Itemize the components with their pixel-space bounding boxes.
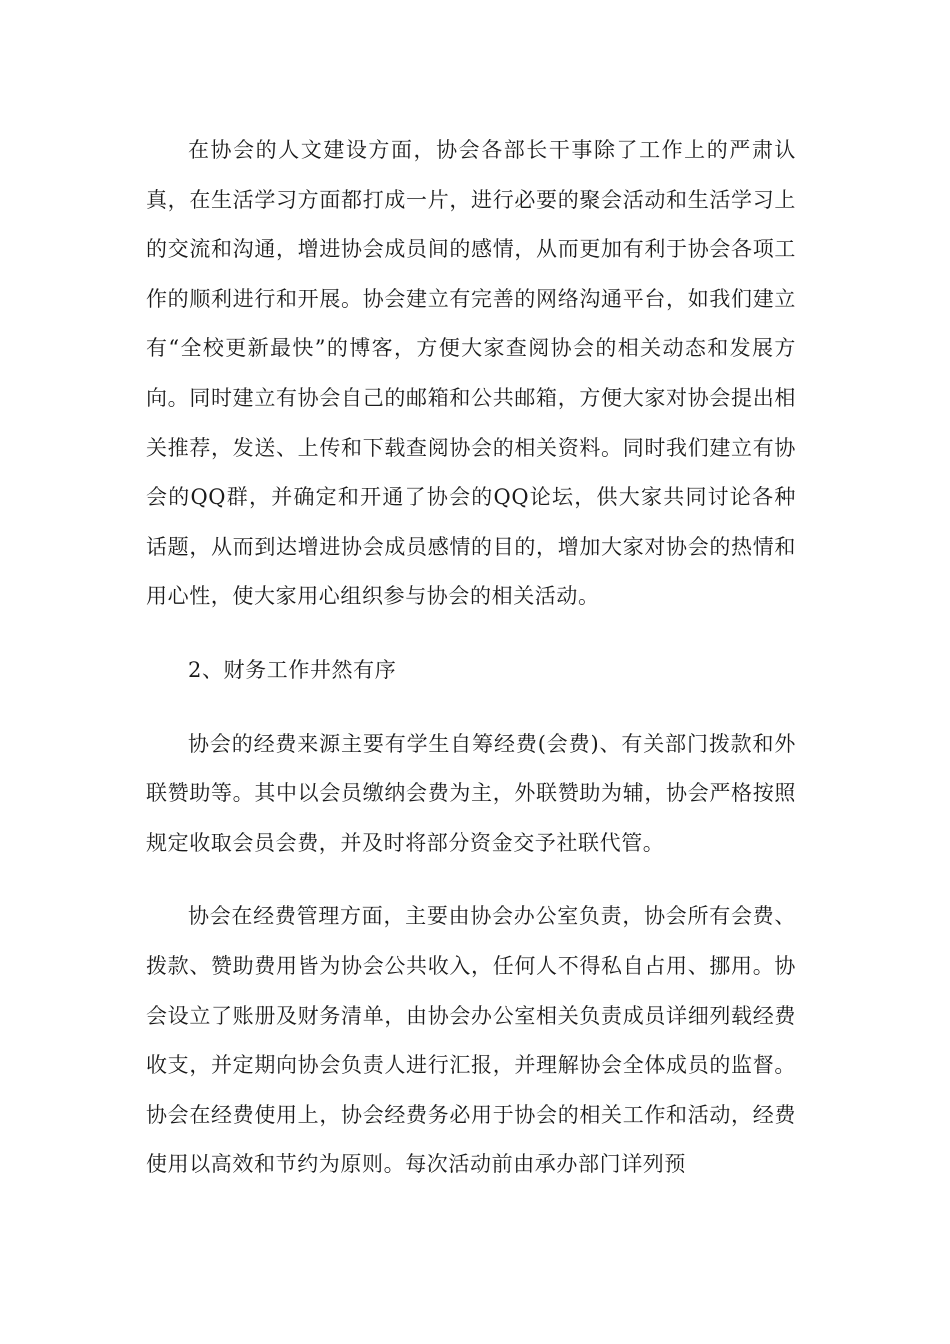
document-body	[146, 126, 796, 1190]
section-heading-finance: 2、财务工作井然有序	[188, 657, 397, 682]
paragraph-funding-sources: 协会的经费来源主要有学生自筹经费(会费)、有关部门拨款和外联赞助等。其中以会员缴纳会费为主，外联赞助为辅，协会严格按照规定收取会员会费，并及时将部分资金交予社联代管。	[146, 731, 796, 855]
paragraph-gap	[146, 696, 796, 720]
paragraph-gap	[146, 622, 796, 646]
paragraph-gap	[146, 868, 796, 892]
paragraph-culture: 在协会的人文建设方面，协会各部长干事除了工作上的严肃认真，在生活学习方面都打成一片，进行必要的聚会活动和生活学习上的交流和沟通，增进协会成员间的感情，从而更加有利于协会各项工作的顺利进行和开展。协会建立有完善的网络沟通平台，如我们建立有“全校更新最快”的博客，方便大家查阅协会的相关动态和发展方向。同时建立有协会自己的邮箱和公共邮箱，方便大家对协会提出相关推荐，发送、上传和下载查阅协会的相关资料。同时我们建立有协会的QQ群，并确定和开通了协会的QQ论坛，供大家共同讨论各种话题，从而到达增进协会成员感情的目的，增加大家对协会的热情和用心性，使大家用心组织参与协会的相关活动。	[146, 138, 796, 609]
paragraph-funding-management: 协会在经费管理方面，主要由协会办公室负责，协会所有会费、拨款、赞助费用皆为协会公共收入，任何人不得私自占用、挪用。协会设立了账册及财务清单，由协会办公室相关负责成员详细列载经费收支，并定期向协会负责人进行汇报，并理解协会全体成员的监督。协会在经费使用上，协会经费务必用于协会的相关工作和活动，经费使用以高效和节约为原则。每次活动前由承办部门详列预	[146, 904, 796, 1177]
